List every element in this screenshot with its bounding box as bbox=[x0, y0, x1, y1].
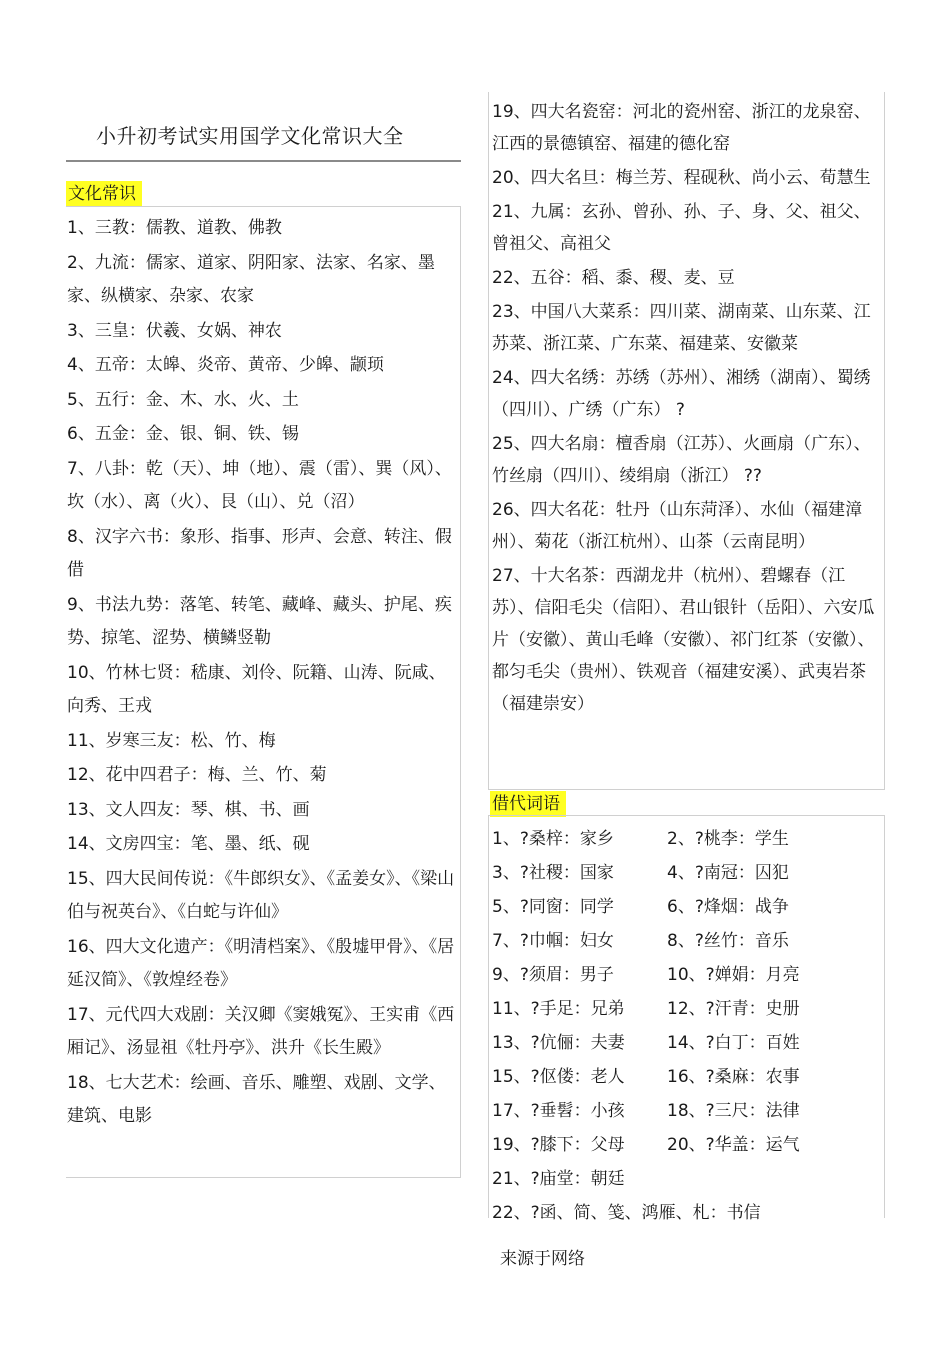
list-item bbox=[492, 992, 882, 1026]
list-item: 19、四大名瓷窑：河北的瓷州窑、浙江的龙泉窑、江西的景德镇窑、福建的德化窑 bbox=[492, 102, 871, 154]
list-item: 9、书法九势：落笔、转笔、藏峰、藏头、护尾、疾势、掠笔、涩势、横鳞竖勒 bbox=[67, 594, 452, 648]
pair-term: 7、?巾帼：妇女 bbox=[492, 931, 614, 951]
list-item: 27、十大名茶：西湖龙井（杭州）、碧螺春（江苏）、信阳毛尖（信阳）、君山银针（岳阳）、六安瓜片（安徽）、黄山毛峰（安徽）、祁门红茶（安徽）、都匀毛尖（贵州）、铁观音（福建安溪）、武夷岩茶（福建崇安） bbox=[492, 566, 875, 714]
list-item: 13、文人四友：琴、棋、书、画 bbox=[67, 799, 310, 820]
list-item: 17、元代四大戏剧：关汉卿《窦娥冤》、王实甫《西厢记》、汤显祖《牡丹亭》、洪升《长生殿》 bbox=[67, 1004, 455, 1058]
pair-term: 13、?伉俪：夫妻 bbox=[492, 1033, 625, 1053]
section-heading-culture: 文化常识 bbox=[66, 181, 142, 207]
title-underline bbox=[66, 160, 461, 162]
pair-term: 15、?伛偻：老人 bbox=[492, 1067, 625, 1087]
list-item bbox=[492, 958, 882, 992]
list-item bbox=[492, 1162, 882, 1196]
pair-term: 4、?南冠：囚犯 bbox=[667, 863, 789, 883]
list-item: 5、五行：金、木、水、火、土 bbox=[67, 389, 299, 410]
pair-term: 8、?丝竹：音乐 bbox=[667, 931, 789, 951]
list-item: 26、四大名花：牡丹（山东菏泽）、水仙（福建漳州）、菊花（浙江杭州）、山茶（云南昆明） bbox=[492, 500, 863, 552]
list-item bbox=[492, 1128, 882, 1162]
list-item: 3、三皇：伏羲、女娲、神农 bbox=[67, 320, 282, 341]
list-item: 1、三教：儒教、道教、佛教 bbox=[67, 218, 282, 238]
pair-term: 18、?三尺：法律 bbox=[667, 1101, 800, 1121]
list-item: 14、文房四宝：笔、墨、纸、砚 bbox=[67, 834, 310, 854]
list-item: 23、中国八大菜系：四川菜、湖南菜、山东菜、江苏菜、浙江菜、广东菜、福建菜、安徽菜 bbox=[492, 302, 871, 354]
metonymy-list bbox=[492, 822, 882, 1230]
list-item: 16、四大文化遗产：《明清档案》、《殷墟甲骨》、《居延汉简》、《敦煌经卷》 bbox=[67, 936, 455, 990]
list-item: 6、五金：金、银、铜、铁、锡 bbox=[67, 424, 299, 444]
pair-term: 19、?膝下：父母 bbox=[492, 1135, 625, 1155]
list-item bbox=[492, 890, 882, 924]
list-item: 12、花中四君子：梅、兰、竹、菊 bbox=[67, 765, 327, 785]
list-item: 25、四大名扇：檀香扇（江苏）、火画扇（广东）、竹丝扇（四川）、绫绢扇（浙江） ?? bbox=[492, 434, 871, 486]
list-item: 24、四大名绣：苏绣（苏州）、湘绣（湖南）、蜀绣（四川）、广绣（广东） ? bbox=[492, 368, 871, 420]
pair-term: 1、?桑梓：家乡 bbox=[492, 829, 614, 849]
list-item: 2、九流：儒家、道家、阴阳家、法家、名家、墨家、纵横家、杂家、农家 bbox=[67, 252, 435, 306]
section-heading-metonymy: 借代词语 bbox=[490, 791, 566, 817]
list-item: 7、八卦：乾（天）、坤（地）、震（雷）、巽（风）、坎（水）、离（火）、艮（山）、兑（沼） bbox=[67, 458, 452, 512]
list-item bbox=[492, 924, 882, 958]
pair-term: 21、?庙堂：朝廷 bbox=[492, 1169, 625, 1189]
list-item: 11、岁寒三友：松、竹、梅 bbox=[67, 730, 276, 751]
pair-term: 11、?手足：兄弟 bbox=[492, 999, 625, 1019]
culture-list-right bbox=[492, 96, 887, 722]
list-item bbox=[492, 1026, 882, 1060]
document-title: 小升初考试实用国学文化常识大全 bbox=[96, 124, 404, 148]
pair-term: 3、?社稷：国家 bbox=[492, 863, 614, 883]
pair-term: 9、?须眉：男子 bbox=[492, 965, 614, 985]
pair-term: 10、?婵娟：月亮 bbox=[667, 965, 800, 985]
pair-term: 5、?同窗：同学 bbox=[492, 897, 614, 917]
list-item bbox=[492, 1196, 882, 1230]
list-item: 20、四大名旦：梅兰芳、程砚秋、尚小云、荀慧生 bbox=[492, 168, 871, 188]
pair-term: 22、?函、简、笺、鸿雁、札：书信 bbox=[492, 1203, 761, 1223]
pair-term: 2、?桃李：学生 bbox=[667, 829, 789, 849]
list-item: 21、九属：玄孙、曾孙、孙、子、身、父、祖父、曾祖父、高祖父 bbox=[492, 202, 871, 254]
list-item bbox=[492, 856, 882, 890]
source-footer: 来源于网络 bbox=[500, 1249, 585, 1269]
list-item: 15、四大民间传说：《牛郎织女》、《孟姜女》、《梁山伯与祝英台》、《白蛇与许仙》 bbox=[67, 868, 455, 922]
list-item bbox=[492, 1060, 882, 1094]
pair-term: 20、?华盖：运气 bbox=[667, 1135, 800, 1155]
list-item bbox=[492, 1094, 882, 1128]
pair-term: 16、?桑麻：农事 bbox=[667, 1067, 800, 1087]
list-item: 22、五谷：稻、黍、稷、麦、豆 bbox=[492, 268, 735, 288]
pair-term: 6、?烽烟：战争 bbox=[667, 897, 789, 917]
pair-term: 17、?垂髫：小孩 bbox=[492, 1101, 625, 1121]
list-item: 8、汉字六书：象形、指事、形声、会意、转注、假借 bbox=[67, 526, 452, 580]
pair-term: 14、?白丁：百姓 bbox=[667, 1033, 800, 1053]
list-item: 18、七大艺术：绘画、音乐、雕塑、戏剧、文学、建筑、电影 bbox=[67, 1072, 446, 1126]
list-item: 10、竹林七贤：嵇康、刘伶、阮籍、山涛、阮咸、向秀、王戎 bbox=[67, 662, 446, 716]
culture-list-left bbox=[67, 212, 457, 1135]
list-item: 4、五帝：太皞、炎帝、黄帝、少皞、颛顼 bbox=[67, 355, 384, 375]
list-item bbox=[492, 822, 882, 856]
pair-term: 12、?汗青：史册 bbox=[667, 999, 800, 1019]
